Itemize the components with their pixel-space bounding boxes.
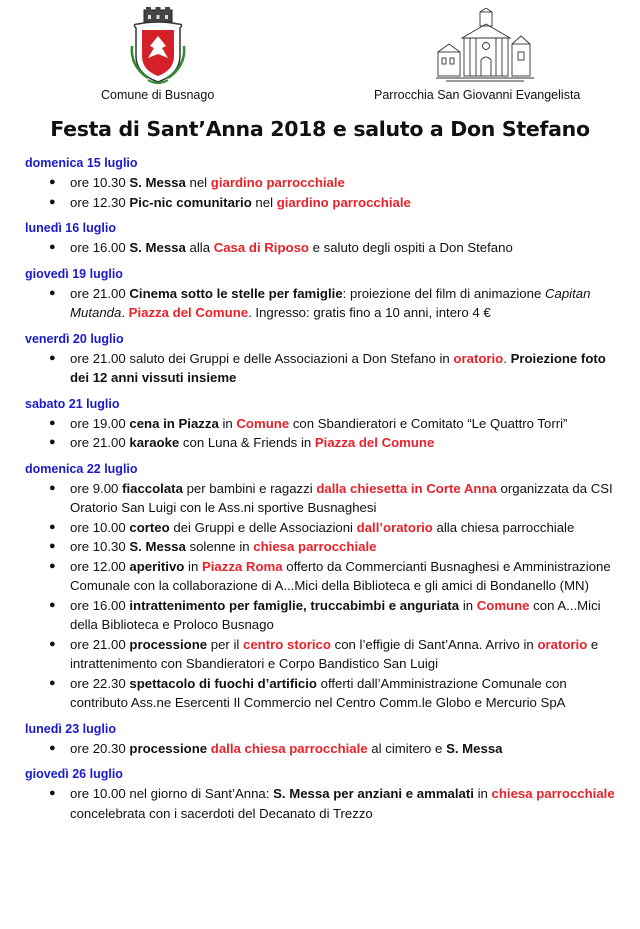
day-section [25, 155, 625, 212]
location-text: Comune [236, 415, 290, 431]
right-organization: Parrocchia San Giovanni Evangelista [374, 88, 581, 102]
bullet-icon: ● [49, 416, 56, 429]
event-text: nel [185, 175, 211, 190]
event-item [25, 596, 625, 635]
event-item [25, 674, 625, 713]
coat-of-arms-icon [128, 6, 188, 86]
event-text: con Sbandieratori e Comitato “Le Quattro Torri” [289, 415, 568, 431]
event-name: processione [129, 636, 208, 652]
event-text: . Ingresso: gratis fino a 10 anni, intero 4 € [248, 305, 491, 320]
event-text: ore 16.00 [70, 597, 130, 613]
day-heading: domenica 15 luglio [25, 156, 138, 170]
location-text: Comune [476, 597, 530, 613]
event-name: processione [129, 740, 208, 756]
event-text: Capitan Mutanda [70, 285, 591, 320]
day-section [25, 461, 625, 713]
day-section [25, 766, 625, 823]
day-heading: giovedì 19 luglio [25, 266, 123, 281]
letterhead [0, 0, 640, 110]
day-heading: domenica 22 luglio [25, 461, 138, 476]
day-heading: giovedì 26 luglio [25, 767, 123, 781]
event-name: spettacolo di fuochi d’artificio [129, 675, 317, 691]
left-organization: Comune di Busnago [101, 88, 215, 102]
event-text: ore 19.00 [70, 415, 130, 431]
location-text: dalla chiesa parrocchiale [210, 740, 368, 756]
location-text: Piazza del Comune [128, 305, 249, 320]
event-item [25, 635, 625, 674]
event-name: Proiezione foto dei 12 anni vissuti insieme [70, 350, 606, 385]
location-text: giardino parrocchiale [210, 175, 345, 190]
event-text: concelebrata con i sacerdoti del Decanato di Trezzo [70, 805, 373, 821]
event-text: organizzata da CSI Oratorio San Luigi con le Ass.ni sportive Busnaghesi [70, 480, 613, 515]
location-text: centro storico [243, 636, 331, 652]
event-text: . [121, 305, 129, 320]
day-section [25, 396, 625, 453]
location-text: chiesa parrocchiale [491, 786, 615, 801]
event-item [25, 433, 625, 453]
event-list [25, 784, 625, 823]
location-text: giardino parrocchiale [276, 194, 411, 210]
event-text: offerti dall’Amministrazione Comunale con contributo Ass.ne Esercenti Il Commercio nel Centro Comm.le Globo e Mercurio SpA [70, 675, 567, 710]
event-list [25, 414, 625, 453]
event-text: offerto da Commercianti Busnaghesi e Amministrazione Comunale con la collaborazione di A...Mici della Biblioteca e gli amici di Bondanello (MN) [70, 558, 611, 593]
day-heading: venerdì 20 luglio [25, 331, 124, 346]
event-text: alla [185, 240, 214, 255]
event-text: con A...Mici della Biblioteca e Proloco Busnago [70, 597, 601, 632]
location-text: Casa di Riposo [213, 240, 309, 255]
event-name: fiaccolata [122, 480, 183, 496]
event-name: Pic-nic comunitario [129, 194, 252, 210]
bullet-icon: ● [49, 598, 56, 611]
location-text: chiesa parrocchiale [253, 539, 377, 554]
event-item [25, 784, 625, 823]
location-text: dall’oratorio [356, 519, 433, 535]
event-item [25, 739, 625, 759]
event-text: per il [207, 636, 244, 652]
event-text: ore 10.30 [70, 175, 130, 190]
event-text: ore 16.00 [70, 240, 130, 255]
event-text: in [218, 415, 237, 431]
event-text: in [473, 786, 492, 801]
location-text: Piazza del Comune [314, 435, 435, 450]
bullet-icon: ● [49, 481, 56, 494]
location-text: oratorio [537, 636, 588, 652]
event-name: S. Messa per anziani e ammalati [273, 786, 474, 801]
event-item [25, 479, 625, 518]
event-text: in [459, 597, 477, 613]
event-name: S. Messa [446, 740, 503, 756]
bullet-icon: ● [49, 520, 56, 533]
event-item [25, 284, 625, 323]
event-text: in [184, 558, 202, 574]
event-item [25, 537, 625, 557]
bullet-icon: ● [49, 286, 56, 299]
event-item [25, 349, 625, 388]
event-text: nel [251, 194, 277, 210]
event-name: karaoke [129, 435, 180, 450]
day-section [25, 721, 625, 759]
event-item [25, 557, 625, 596]
event-name: aperitivo [129, 558, 185, 574]
event-text: per bambini e ragazzi [182, 480, 317, 496]
event-text: con Luna & Friends in [179, 435, 315, 450]
event-item [25, 414, 625, 434]
event-text: ore 10.00 [70, 519, 130, 535]
event-item [25, 518, 625, 538]
bullet-icon: ● [49, 540, 56, 552]
event-text: ore 22.30 [70, 675, 130, 691]
bullet-icon: ● [49, 559, 56, 572]
bullet-icon: ● [49, 351, 56, 364]
event-list [25, 173, 625, 212]
event-schedule [25, 155, 625, 831]
church-icon [436, 8, 534, 84]
event-text: alla chiesa parrocchiale [432, 519, 575, 535]
event-text: ore 21.00 [70, 435, 130, 450]
event-name: cena in Piazza [129, 415, 219, 431]
event-text: : proiezione del film di animazione [342, 285, 545, 301]
event-text: . [503, 350, 511, 366]
day-heading: lunedì 16 luglio [25, 221, 116, 235]
day-heading: sabato 21 luglio [25, 396, 120, 411]
bullet-icon: ● [49, 195, 56, 208]
event-text: dei Gruppi e delle Associazioni [169, 519, 357, 535]
event-name: corteo [129, 519, 170, 535]
event-name: S. Messa [129, 539, 186, 554]
bullet-icon: ● [49, 676, 56, 689]
event-item [25, 238, 625, 258]
event-text: ore 10.30 [70, 539, 130, 554]
event-text: ore 9.00 [70, 480, 123, 496]
event-text: al cimitero e [367, 740, 447, 756]
event-text: ore 21.00 saluto dei Gruppi e delle Associazioni a Don Stefano in [70, 350, 454, 366]
event-list [25, 739, 625, 759]
event-text: e intrattenimento con Sbandieratori e Corpo Bandistico San Luigi [70, 636, 599, 671]
event-name: intrattenimento per famiglie, truccabimbi e anguriata [129, 597, 460, 613]
event-text: e saluto degli ospiti a Don Stefano [308, 240, 513, 255]
page-title: Festa di Sant’Anna 2018 e saluto a Don Stefano [50, 117, 590, 141]
day-heading: lunedì 23 luglio [25, 721, 116, 736]
day-section [25, 331, 625, 388]
event-list [25, 479, 625, 713]
bullet-icon: ● [49, 241, 56, 253]
location-text: dalla chiesetta in Corte Anna [316, 480, 497, 496]
event-item [25, 193, 625, 213]
bullet-icon: ● [49, 787, 56, 799]
bullet-icon: ● [49, 741, 56, 754]
bullet-icon: ● [49, 436, 56, 448]
event-list [25, 238, 625, 258]
event-text: ore 12.00 [70, 558, 130, 574]
event-text: ore 10.00 nel giorno di Sant’Anna: [70, 786, 274, 801]
location-text: Piazza Roma [201, 558, 283, 574]
event-text: solenne in [185, 539, 254, 554]
event-list [25, 349, 625, 388]
event-text: ore 21.00 [70, 285, 130, 301]
day-section [25, 266, 625, 323]
event-text: ore 20.30 [70, 740, 130, 756]
event-item [25, 173, 625, 193]
bullet-icon: ● [49, 637, 56, 650]
event-name: S. Messa [129, 240, 186, 255]
event-name: S. Messa [129, 175, 186, 190]
event-list [25, 284, 625, 323]
event-text: con l’effigie di Sant’Anna. Arrivo in [330, 636, 538, 652]
location-text: oratorio [453, 350, 504, 366]
bullet-icon: ● [49, 176, 56, 188]
day-section [25, 220, 625, 258]
event-text: ore 12.30 [70, 194, 130, 210]
event-name: Cinema sotto le stelle per famiglie [129, 285, 343, 301]
event-text: ore 21.00 [70, 636, 130, 652]
